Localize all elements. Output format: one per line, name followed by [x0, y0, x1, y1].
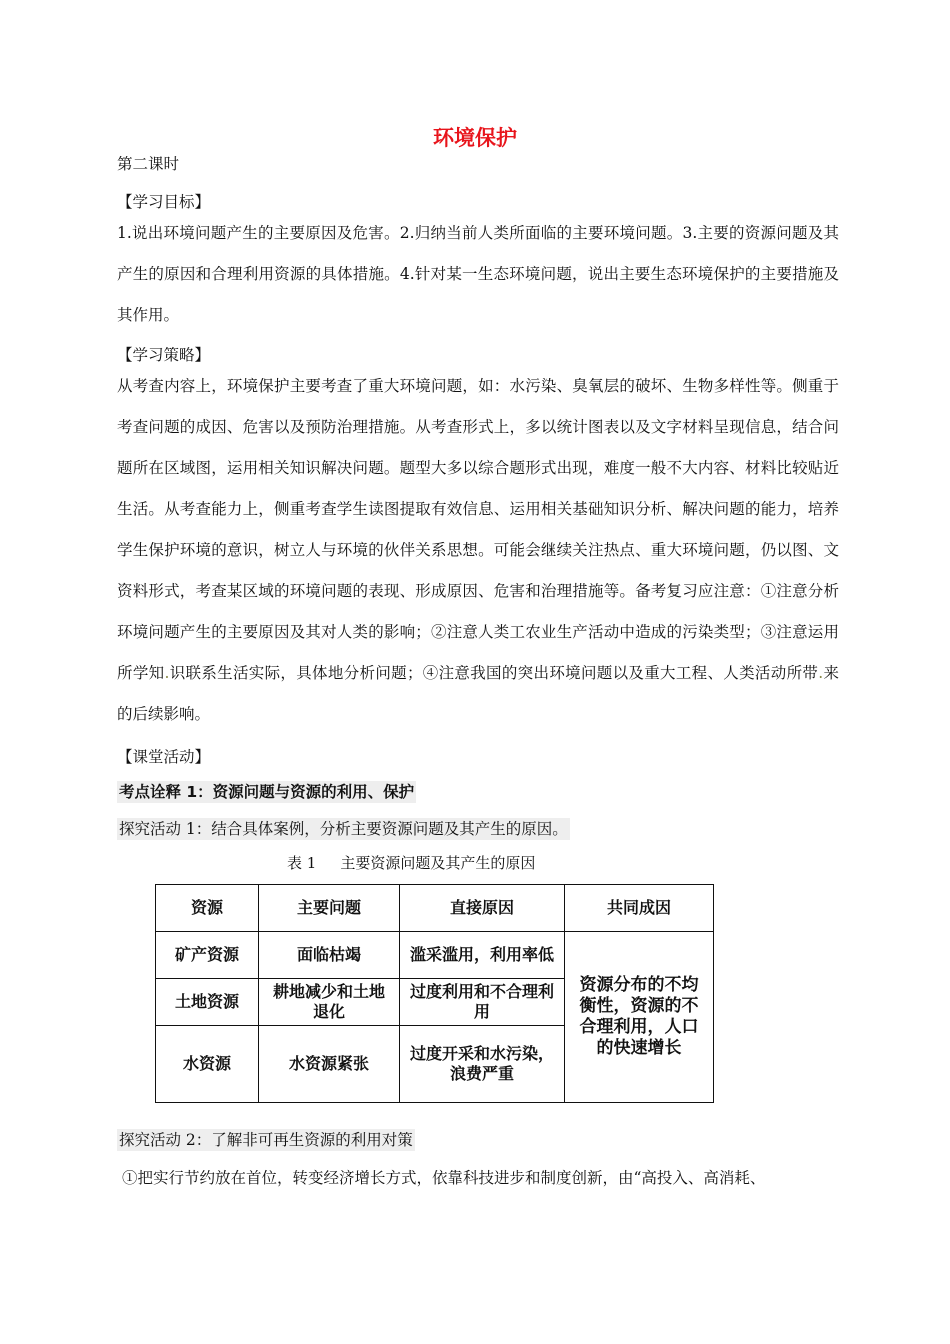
table-caption-text: 主要资源问题及其产生的原因: [340, 854, 536, 872]
table-header-row: [156, 885, 714, 932]
table-cell: 过度开采和水污染，浪费严重: [400, 1026, 565, 1103]
column-header: 共同成因: [565, 885, 714, 932]
table-cell-common-cause: 资源分布的不均衡性，资源的不合理利用，人口的快速增长: [565, 932, 714, 1103]
table-caption: [287, 852, 535, 873]
table-cell: 耕地减少和土地退化: [259, 979, 400, 1026]
table-cell: 水资源紧张: [259, 1026, 400, 1103]
table-caption-number: 表 1: [287, 854, 317, 872]
topic-heading: [117, 780, 416, 802]
measure-item-1: ①把实行节约放在首位，转变经济增长方式，依靠科技进步和制度创新，由“高投入、高消耗、: [122, 1169, 766, 1187]
column-header: 资源: [156, 885, 259, 932]
table-cell: 水资源: [156, 1026, 259, 1103]
strategy-paragraph: [117, 366, 839, 735]
column-header: 主要问题: [259, 885, 400, 932]
lesson-number: 第二课时: [117, 155, 180, 173]
table-row: [156, 932, 714, 979]
strategy-text-part-1: 从考查内容上，环境保护主要考查了重大环境问题，如：水污染、臭氧层的破坏、生物多样性等。侧重于考查问题的成因、危害以及预防治理措施。从考查形式上，多以统计图表以及文字材料呈现信息，结合问题所在区域图，运用相关知识解决问题。题型大多以综合题形式出现，难度一般不大内容、材料比较贴近生活。从考查能力上，侧重考查学生读图提取有效信息、运用相关基础知识分析、解决问题的能力，培养学生保护环境的意识，树立人与环境的伙伴关系思想。可能会继续关注热点、重大环境问题，仍以图、文资料形式，考查某区域的环境问题的表现、形成原因、危害和治理措施等。备考复习应注意：①注意分析环境问题产生的主要原因及其对人类的影响；②注意人类工农业生产活动中造成的污染类型；③注意运用所学知: [117, 377, 839, 682]
resource-problems-table: [155, 884, 714, 1103]
table-cell: 过度利用和不合理利用: [400, 979, 565, 1026]
section-heading-objectives: 【学习目标】: [117, 193, 211, 211]
section-heading-activity: 【课堂活动】: [117, 748, 211, 766]
table-cell: 矿产资源: [156, 932, 259, 979]
topic-heading-label: 考点诠释 1：资源问题与资源的利用、保护: [119, 783, 415, 801]
stray-mark: .: [818, 664, 824, 682]
table-cell: 土地资源: [156, 979, 259, 1026]
inquiry-activity-1-label: 探究活动 1：结合具体案例，分析主要资源问题及其产生的原因。: [119, 820, 568, 838]
inquiry-activity-2: [117, 1128, 415, 1150]
document-title: 环境保护: [433, 126, 517, 150]
strategy-text-part-2: 识联系生活实际，具体地分析问题；④注意我国的突出环境问题以及重大工程、人类活动所带: [169, 664, 819, 682]
inquiry-activity-2-label: 探究活动 2：了解非可再生资源的利用对策: [119, 1131, 413, 1149]
column-header: 直接原因: [400, 885, 565, 932]
objectives-paragraph: 1.说出环境问题产生的主要原因及危害。2.归纳当前人类所面临的主要环境问题。3.主要的资源问题及其产生的原因和合理利用资源的具体措施。4.针对某一生态环境问题，说出主要生态环境保护的主要措施及其作用。: [117, 224, 839, 324]
table-cell: 滥采滥用，利用率低: [400, 932, 565, 979]
strategy-text-part-3: 来的后续影响。: [117, 664, 839, 723]
table-cell: 面临枯竭: [259, 932, 400, 979]
stray-mark: .: [164, 664, 170, 682]
inquiry-activity-1: [117, 817, 570, 839]
section-heading-strategy: 【学习策略】: [117, 346, 211, 364]
